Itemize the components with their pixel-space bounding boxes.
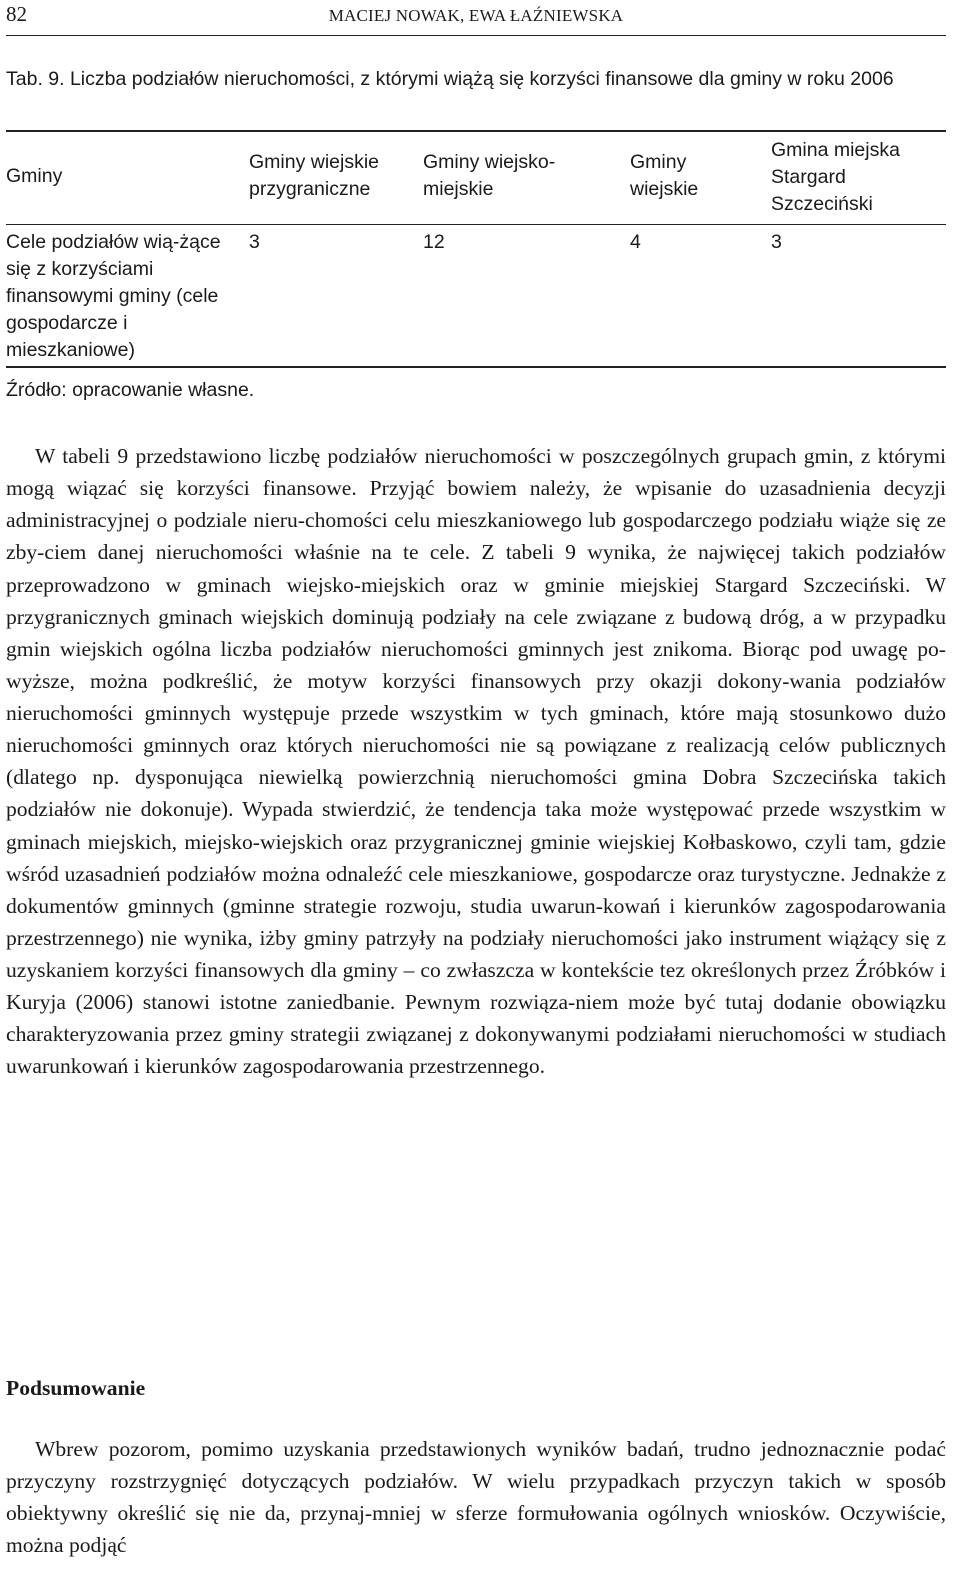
- table-header-cell: Gminy: [6, 165, 63, 187]
- table-top-rule: [6, 130, 946, 132]
- table-row-label: Cele podziałów wią-żące się z korzyściami finansowymi gminy (cele gospodarcze i mieszkaniowe): [6, 231, 221, 361]
- running-header: [6, 0, 946, 36]
- table-source-note: Źródło: opracowanie własne.: [6, 379, 255, 401]
- table-caption: Tab. 9. Liczba podziałów nieruchomości, z którymi wiążą się korzyści finansowe dla gminy w roku 2006: [6, 68, 894, 90]
- body-paragraph: Wbrew pozorom, pomimo uzyskania przedstawionych wyników badań, trudno jednoznacznie podać przyczyny rozstrzygnięć dotyczących podziałów. W wielu przypadkach przyczyn takich w sposób obiektywny określić się nie da, przynaj-mniej w sferze formułowania ogólnych wniosków. Oczywiście, można podjąć: [6, 1437, 946, 1558]
- header-rule: [6, 35, 946, 36]
- table-header-cell: Gminy wiejskie przygraniczne: [249, 151, 380, 200]
- table-header-rule: [6, 224, 946, 225]
- running-title: MACIEJ NOWAK, EWA ŁAŹNIEWSKA: [328, 6, 624, 25]
- section-heading: Podsumowanie: [6, 1376, 146, 1400]
- table-header-cell: Gmina miejska Stargard Szczeciński: [771, 139, 900, 215]
- table-header-cell: Gminy wiejskie: [630, 151, 699, 200]
- table-cell: 3: [249, 231, 260, 253]
- page-number: 82: [6, 2, 27, 26]
- table-cell: 12: [423, 231, 445, 253]
- body-paragraph: W tabeli 9 przedstawiono liczbę podziałów nieruchomości w poszczególnych grupach gmin, z którymi mogą wiązać się korzyści finansowe. Przyjąć bowiem należy, że wpisanie do uzasadnienia decyzji administracyjnej o podziale nieru-chomości celu mieszkaniowego lub gospodarczego podziału wiąże się ze zby-ciem danej nieruchomości właśnie na te cele. Z tabeli 9 wynika, że najwięcej takich podziałów przeprowadzono w gminach wiejsko-miejskich oraz w gminie miejskiej Stargard Szczeciński. W przygranicznych gminach wiejskich dominują podziały na cele związane z budową dróg, a w przypadku gmin wiejskich ogólna liczba podziałów nieruchomości gminnych jest znikoma. Biorąc pod uwagę po-wyższe, można podkreślić, że motyw korzyści finansowych przy okazji dokony-wania podziałów nieruchomości gminnych występuje przede wszystkim w tych gminach, które mają stosunkowo dużo nieruchomości gminnych oraz których nieruchomości nie są powiązane z realizacją celów publicznych (dlatego np. dysponująca niewielką powierzchnią nieruchomości gmina Dobra Szczecińska takich podziałów nie dokonuje). Wypada stwierdzić, że tendencja taka może występować przede wszystkim w gminach miejskich, miejsko-wiejskich oraz przygranicznej gminie wiejskiej Kołbaskowo, czyli tam, gdzie wśród uzasadnień podziałów można odnaleźć cele mieszkaniowe, gospodarcze oraz turystyczne. Jednakże z dokumentów gminnych (gminne strategie rozwoju, studia uwarun-kowań i kierunków zagospodarowania przestrzennego) nie wynika, iżby gminy patrzyły na podziały nieruchomości jako instrument wiążący się z uzyskaniem korzyści finansowych dla gminy – co zwłaszcza w kontekście tez określonych przez Źróbków i Kuryja (2006) stanowi istotne zaniedbanie. Pewnym rozwiąza-niem może być tutaj dodanie obowiązku charakteryzowania przez gminy strategii związanej z dokonywanymi podziałami nieruchomości w studiach uwarunkowań i kierunków zagospodarowania przestrzennego.: [6, 444, 946, 1079]
- table-header-cell: Gminy wiejsko-miejskie: [423, 151, 556, 200]
- table-cell: 4: [630, 231, 641, 253]
- table-cell: 3: [771, 231, 782, 253]
- table-bottom-rule: [6, 366, 946, 368]
